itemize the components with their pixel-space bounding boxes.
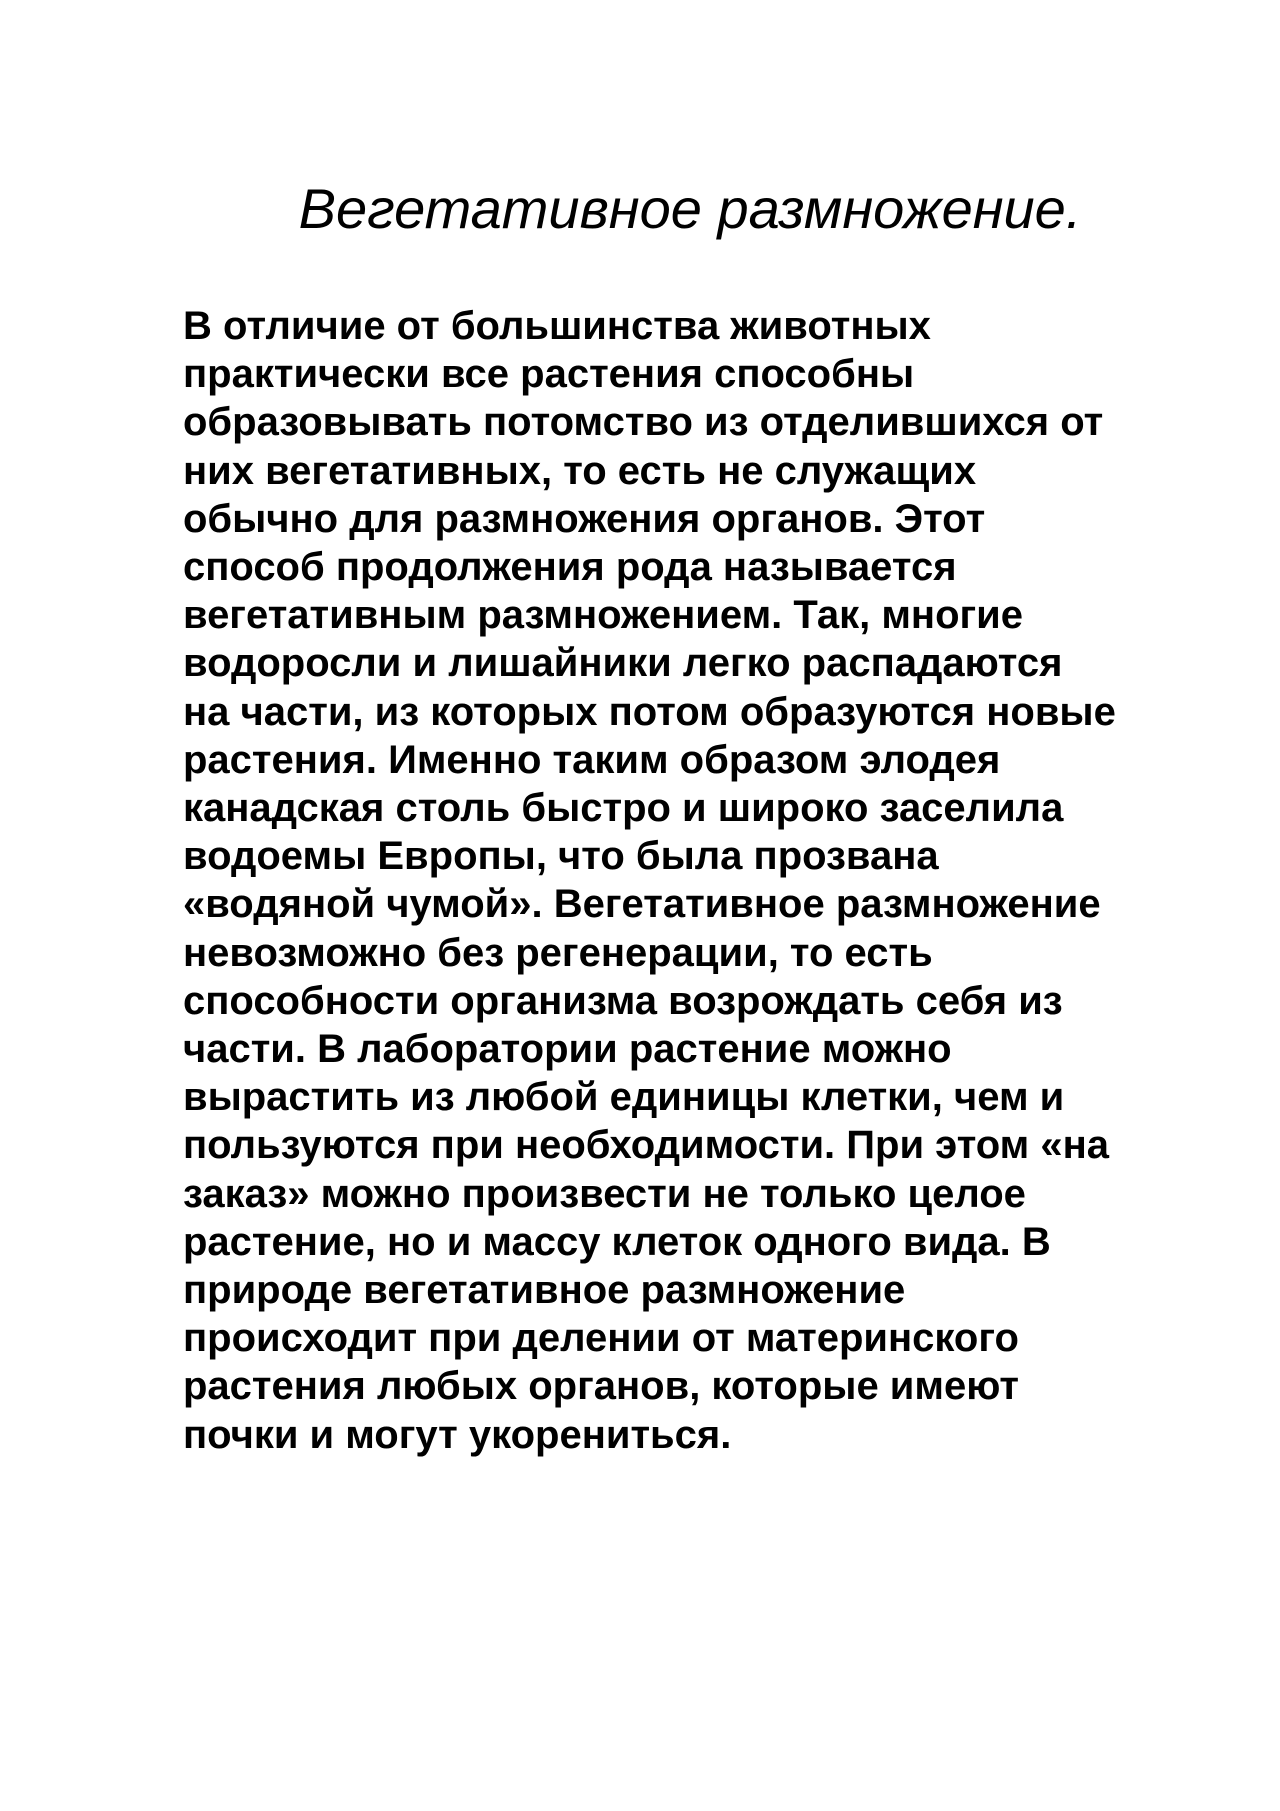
text-line: растения любых органов, которые имеют <box>183 1364 1019 1409</box>
text-line: происходит при делении от материнского <box>183 1316 1019 1361</box>
text-line: них вегетативных, то есть не служащих <box>183 448 977 493</box>
text-line: обычно для размножения органов. Этот <box>183 496 986 541</box>
text-line: способности организма возрождать себя из <box>183 978 1063 1023</box>
page-title: Вегетативное размножение. <box>298 177 1082 240</box>
text-line: природе вегетативное размножение <box>183 1268 906 1313</box>
text-line: вырастить из любой единицы клетки, чем и <box>183 1075 1065 1120</box>
text-line: заказ» можно произвести не только целое <box>183 1171 1026 1216</box>
text-line: «водяной чумой». Вегетативное размножение <box>183 882 1101 927</box>
body-paragraph <box>183 302 1243 1459</box>
text-line: растение, но и массу клеток одного вида. В <box>183 1219 1051 1264</box>
text-line: водоросли и лишайники легко распадаются <box>183 641 1063 686</box>
text-line: части. В лаборатории растение можно <box>183 1027 952 1072</box>
text-line: невозможно без регенерации, то есть <box>183 930 933 975</box>
text-line: образовывать потомство из отделившихся от <box>183 400 1104 445</box>
text-line: почки и могут укорениться. <box>183 1412 732 1457</box>
text-line: водоемы Европы, что была прозвана <box>183 834 939 879</box>
text-line: практически все растения способны <box>183 352 915 397</box>
text-line: пользуются при необходимости. При этом «на <box>183 1123 1110 1168</box>
text-line: способ продолжения рода называется <box>183 545 957 590</box>
text-line: канадская столь быстро и широко заселила <box>183 786 1064 831</box>
text-line: растения. Именно таким образом элодея <box>183 737 1001 782</box>
text-line: В отличие от большинства животных <box>183 304 931 348</box>
text-line: на части, из которых потом образуются новые <box>183 689 1116 734</box>
text-line: вегетативным размножением. Так, многие <box>183 593 1023 638</box>
